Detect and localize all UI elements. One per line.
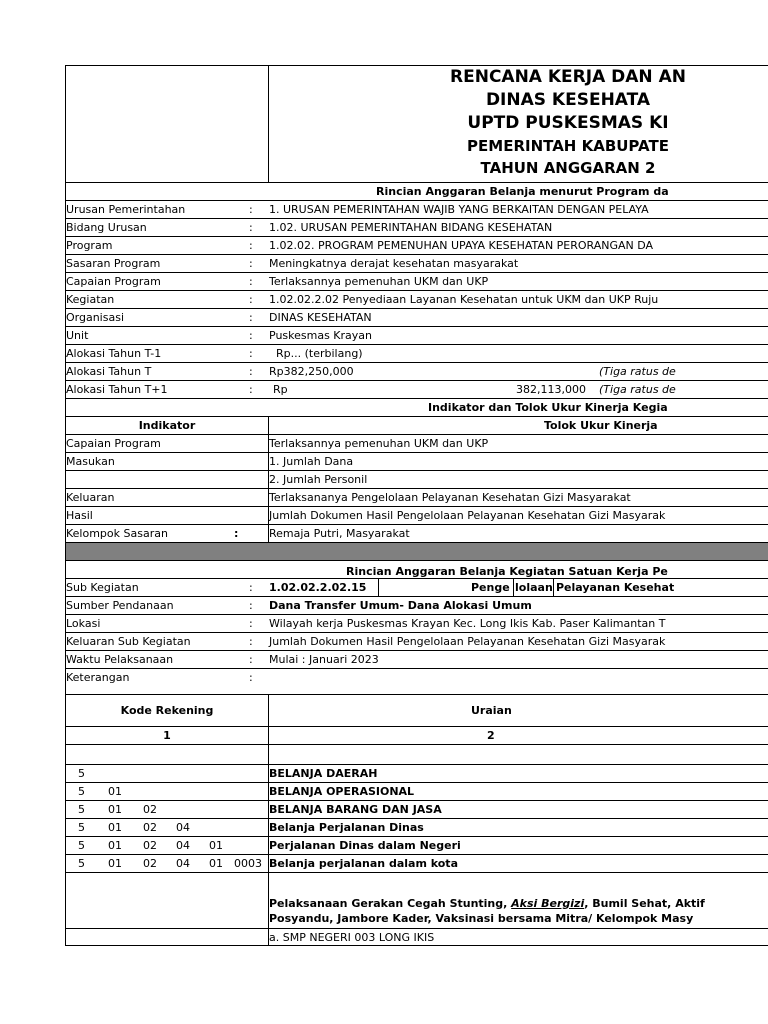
- info-value: 1. URUSAN PEMERINTAHAN WAJIB YANG BERKAITAN DENGAN PELAYA: [269, 203, 649, 216]
- kode-segment: 01: [108, 803, 122, 816]
- kode-segment: 5: [78, 767, 85, 780]
- kode-segment: 5: [78, 803, 85, 816]
- detail-value: Wilayah kerja Puskesmas Krayan Kec. Long Ikis Kab. Paser Kalimantan T: [269, 617, 666, 630]
- detail-label: Keluaran Sub Kegiatan: [66, 635, 191, 648]
- header-title-line4: PEMERINTAH KABUPATE: [467, 137, 669, 155]
- detail-colon: :: [249, 671, 253, 684]
- alokasi-t-plus-1-rp: Rp: [273, 383, 288, 396]
- kode-segment: 5: [78, 785, 85, 798]
- account-row: [66, 836, 768, 855]
- indikator-value: Terlaksannya pemenuhan UKM dan UKP: [269, 437, 489, 450]
- sub-kegiatan-divider: [553, 579, 554, 597]
- info-value: Meningkatnya derajat kesehatan masyarakat: [269, 257, 519, 270]
- alokasi-t-plus-1-amount: 382,113,000: [516, 383, 586, 396]
- activity-description-line1: [269, 897, 705, 910]
- detail-row: [66, 596, 768, 615]
- table-column-divider: [268, 694, 269, 946]
- detail-value: Dana Transfer Umum- Dana Alokasi Umum: [269, 599, 532, 612]
- table-header-row: [66, 694, 768, 727]
- kode-segment: 01: [209, 857, 223, 870]
- indikator-row: [66, 506, 768, 525]
- alokasi-t-minus-1-label: Alokasi Tahun T-1: [66, 347, 162, 360]
- info-label: Organisasi: [66, 311, 124, 324]
- info-row: [66, 326, 768, 345]
- alokasi-t-terbilang: (Tiga ratus de: [599, 365, 676, 378]
- account-uraian: BELANJA OPERASIONAL: [269, 785, 415, 798]
- indikator-value: Terlaksananya Pengelolaan Pelayanan Kesehatan Gizi Masyarakat: [269, 491, 631, 504]
- info-label: Kegiatan: [66, 293, 115, 306]
- info-colon: :: [249, 221, 253, 234]
- kode-segment: 01: [108, 821, 122, 834]
- sub-kegiatan-name-part2: lolaan: [515, 581, 553, 594]
- info-value: 1.02. URUSAN PEMERINTAHAN BIDANG KESEHATAN: [269, 221, 553, 234]
- kode-segment: 5: [78, 821, 85, 834]
- kode-segment: 0003: [234, 857, 262, 870]
- header-title-line2: DINAS KESEHATA: [485, 90, 651, 110]
- sub-kegiatan-name-part1: Penge: [471, 581, 510, 594]
- account-row: [66, 818, 768, 837]
- kode-segment: 01: [108, 857, 122, 870]
- kelompok-colon: :: [234, 527, 239, 540]
- indikator-label: Keluaran: [66, 491, 115, 504]
- separator-band: [66, 542, 768, 561]
- detail-label: Sumber Pendanaan: [66, 599, 174, 612]
- kode-segment: 04: [176, 839, 190, 852]
- column-number-2: 2: [487, 729, 495, 742]
- indikator-value: 2. Jumlah Personil: [269, 473, 368, 486]
- account-uraian: Belanja Perjalanan Dinas: [269, 821, 424, 834]
- indikator-value: Jumlah Dokumen Hasil Pengelolaan Pelayanan Kesehatan Gizi Masyarak: [269, 509, 666, 522]
- detail-row: [66, 632, 768, 651]
- info-value: 1.02.02.2.02 Penyediaan Layanan Kesehatan untuk UKM dan UKP Ruju: [269, 293, 659, 306]
- info-row: [66, 308, 768, 327]
- kelompok-value: Remaja Putri, Masyarakat: [269, 527, 410, 540]
- alokasi-t-value: Rp382,250,000: [269, 365, 354, 378]
- account-uraian: BELANJA DAERAH: [269, 767, 378, 780]
- indikator-value: 1. Jumlah Dana: [269, 455, 354, 468]
- info-row: [66, 200, 768, 219]
- indikator-title-row: [66, 398, 768, 417]
- sub-kegiatan-colon: :: [249, 581, 253, 594]
- info-row: [66, 218, 768, 237]
- header-left-cell: [66, 66, 269, 182]
- info-colon: :: [249, 383, 253, 396]
- info-colon: :: [249, 293, 253, 306]
- info-label: Capaian Program: [66, 275, 161, 288]
- account-row: [66, 800, 768, 819]
- info-value: Terlaksannya pemenuhan UKM dan UKP: [269, 275, 489, 288]
- info-row: [66, 236, 768, 255]
- header-title-line3: UPTD PUSKESMAS KI: [467, 113, 669, 133]
- sub-kegiatan-divider: [378, 579, 379, 597]
- kode-segment: 04: [176, 821, 190, 834]
- section2-title: Rincian Anggaran Belanja Kegiatan Satuan Kerja Pe: [346, 565, 668, 578]
- activity-item-row: [66, 928, 768, 946]
- info-colon: :: [249, 239, 253, 252]
- indikator-label: Capaian Program: [66, 437, 161, 450]
- sub-kegiatan-code: 1.02.02.2.02.15: [269, 581, 367, 594]
- indikator-row: [66, 434, 768, 453]
- kode-segment: 02: [143, 857, 157, 870]
- indikator-row: [66, 470, 768, 489]
- alokasi-t-plus-1-terbilang: (Tiga ratus de: [599, 383, 676, 396]
- column-number-1: 1: [163, 729, 171, 742]
- alokasi-t-label: Alokasi Tahun T: [66, 365, 152, 378]
- kelompok-row: [66, 524, 768, 543]
- kode-segment: 01: [108, 839, 122, 852]
- indikator-title: Indikator dan Tolok Ukur Kinerja Kegia: [428, 401, 668, 414]
- indikator-header-left: Indikator: [138, 419, 196, 432]
- account-uraian: BELANJA BARANG DAN JASA: [269, 803, 442, 816]
- alokasi-t-plus-1-label: Alokasi Tahun T+1: [66, 383, 168, 396]
- budget-sheet: [65, 65, 768, 946]
- info-row: [66, 254, 768, 273]
- info-colon: :: [249, 347, 253, 360]
- activity-text-c: , Bumil Sehat, Aktif: [584, 897, 705, 910]
- info-value: Puskesmas Krayan: [269, 329, 373, 342]
- account-uraian: Belanja perjalanan dalam kota: [269, 857, 458, 870]
- info-colon: :: [249, 311, 253, 324]
- detail-colon: :: [249, 599, 253, 612]
- kode-segment: 02: [143, 821, 157, 834]
- kelompok-label: Kelompok Sasaran: [66, 527, 168, 540]
- detail-value: Mulai : Januari 2023: [269, 653, 379, 666]
- indikator-row: [66, 488, 768, 507]
- header-title-line1: RENCANA KERJA DAN AN: [450, 67, 686, 87]
- header-title-line5: TAHUN ANGGARAN 2: [480, 159, 656, 177]
- info-value: DINAS KESEHATAN: [269, 311, 372, 324]
- detail-label: Waktu Pelaksanaan: [66, 653, 174, 666]
- detail-row: [66, 650, 768, 669]
- activity-description-line2: Posyandu, Jambore Kader, Vaksinasi bersama Mitra/ Kelompok Masy: [269, 912, 694, 925]
- detail-colon: :: [249, 617, 253, 630]
- activity-text-b: Aksi Bergizi: [511, 897, 585, 910]
- info-label: Urusan Pemerintahan: [66, 203, 186, 216]
- info-label: Bidang Urusan: [66, 221, 147, 234]
- alokasi-t-row: [66, 362, 768, 381]
- section1-title-row: [66, 182, 768, 201]
- detail-value: Jumlah Dokumen Hasil Pengelolaan Pelayanan Kesehatan Gizi Masyarak: [269, 635, 666, 648]
- detail-label: Keterangan: [66, 671, 130, 684]
- detail-row: [66, 614, 768, 633]
- sheet-bottom-border: [66, 945, 768, 946]
- activity-text-a: Pelaksanaan Gerakan Cegah Stunting,: [269, 897, 512, 910]
- kode-segment: 01: [108, 785, 122, 798]
- kode-segment: 5: [78, 839, 85, 852]
- section1-title: Rincian Anggaran Belanja menurut Program da: [376, 185, 669, 198]
- info-row: [66, 290, 768, 309]
- info-colon: :: [249, 275, 253, 288]
- activity-item-a: a. SMP NEGERI 003 LONG IKIS: [269, 931, 435, 944]
- alokasi-t-minus-1-value: Rp... (terbilang): [276, 347, 363, 360]
- indikator-header-row: [66, 416, 768, 435]
- account-row: [66, 764, 768, 783]
- info-value: 1.02.02. PROGRAM PEMENUHAN UPAYA KESEHATAN PERORANGAN DA: [269, 239, 654, 252]
- indikator-divider: [268, 416, 269, 542]
- info-colon: :: [249, 365, 253, 378]
- indikator-label: Hasil: [66, 509, 93, 522]
- kode-rekening-header: Kode Rekening: [120, 704, 214, 717]
- detail-label: Lokasi: [66, 617, 101, 630]
- table-number-row: [66, 726, 768, 745]
- info-colon: :: [249, 329, 253, 342]
- kode-segment: 02: [143, 803, 157, 816]
- account-row: [66, 782, 768, 801]
- kode-segment: 04: [176, 857, 190, 870]
- account-uraian: Perjalanan Dinas dalam Negeri: [269, 839, 461, 852]
- indikator-header-right: Tolok Ukur Kinerja: [544, 419, 658, 432]
- sub-kegiatan-name-part3: Pelayanan Kesehat: [556, 581, 675, 594]
- sub-kegiatan-row: [66, 578, 768, 597]
- info-label: Program: [66, 239, 113, 252]
- sub-kegiatan-divider: [513, 579, 514, 597]
- kode-segment: 01: [209, 839, 223, 852]
- uraian-header: Uraian: [471, 704, 512, 717]
- table-spacer-row: [66, 744, 768, 763]
- sub-kegiatan-label: Sub Kegiatan: [66, 581, 139, 594]
- indikator-row: [66, 452, 768, 471]
- info-colon: :: [249, 257, 253, 270]
- info-row: [66, 272, 768, 291]
- info-colon: :: [249, 203, 253, 216]
- info-label: Unit: [66, 329, 89, 342]
- detail-row: [66, 668, 768, 687]
- activity-description-row: [66, 872, 768, 929]
- account-row: [66, 854, 768, 873]
- kode-segment: 02: [143, 839, 157, 852]
- detail-colon: :: [249, 653, 253, 666]
- info-label: Sasaran Program: [66, 257, 161, 270]
- alokasi-t-minus-1-row: [66, 344, 768, 363]
- alokasi-t-plus-1-row: [66, 380, 768, 399]
- indikator-label: Masukan: [66, 455, 115, 468]
- kode-segment: 5: [78, 857, 85, 870]
- detail-colon: :: [249, 635, 253, 648]
